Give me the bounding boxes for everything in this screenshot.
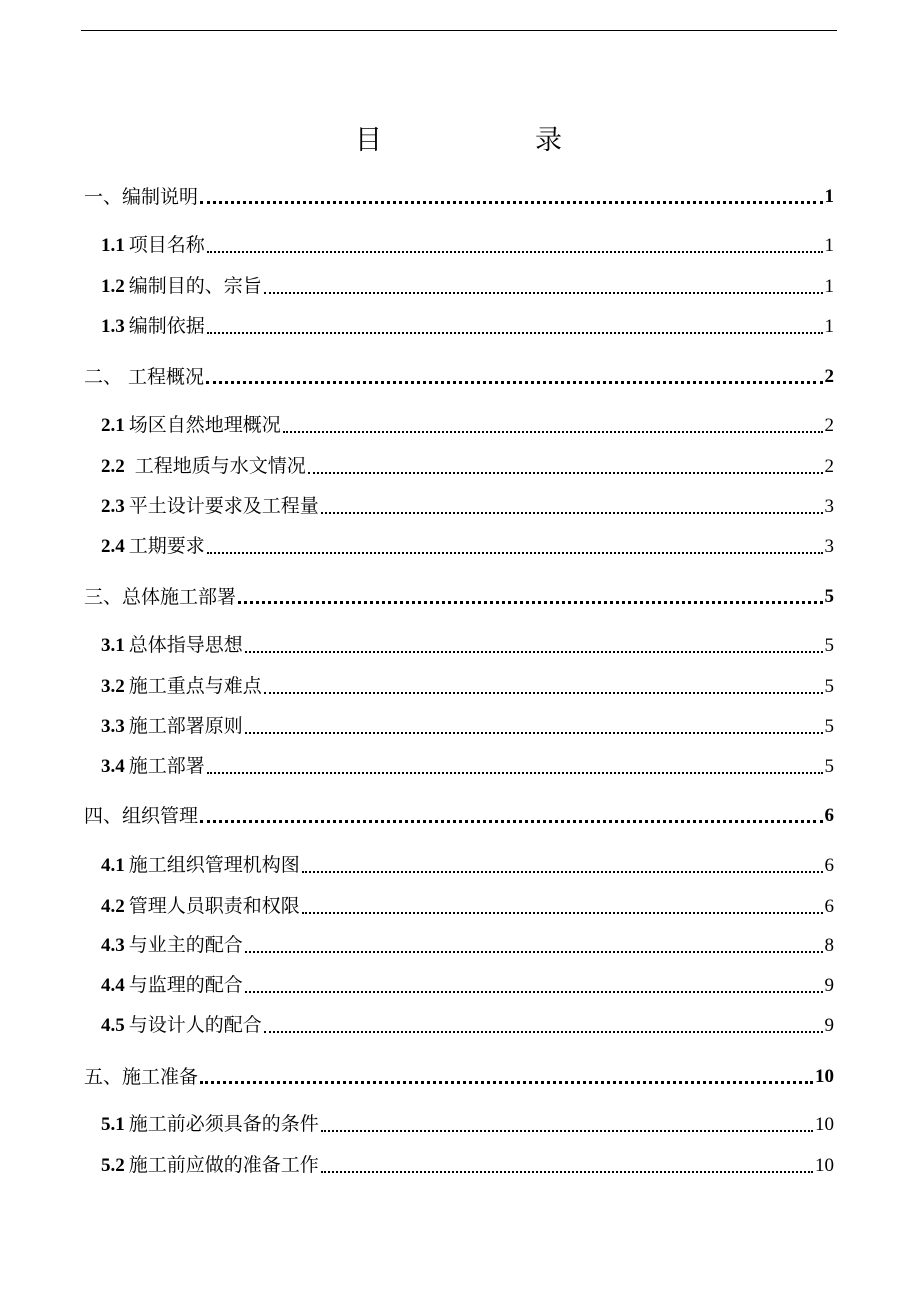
toc-entry-label [101, 753, 205, 780]
toc-section-number: 5.2 [101, 1155, 125, 1176]
toc-section-number: 2.1 [101, 415, 125, 436]
toc-page-number: 1 [824, 186, 834, 207]
toc-page-number: 8 [824, 935, 834, 956]
toc-section-entry[interactable] [101, 314, 834, 340]
title-char-1: 目 [355, 125, 382, 156]
toc-entry-text: 施工前应做的准备工作 [128, 1154, 319, 1176]
toc-dot-leader [245, 950, 823, 953]
toc-entry-label [101, 273, 262, 300]
toc-page-number: 5 [824, 635, 834, 656]
toc-page-number: 5 [824, 676, 834, 697]
toc-entry-text: 施工部署 [128, 755, 205, 777]
toc-section-entry[interactable] [101, 853, 834, 879]
toc-section-number: 4.4 [101, 975, 125, 996]
toc-entry-text: 施工部署原则 [128, 715, 243, 737]
toc-page-number: 2 [824, 456, 834, 477]
toc-chapter-entry[interactable] [84, 184, 834, 210]
toc-dot-leader [207, 250, 823, 253]
toc-page-number: 9 [824, 975, 834, 996]
toc-section-entry[interactable] [101, 973, 834, 999]
toc-dot-leader [207, 771, 823, 774]
toc-entry-text: 施工前必须具备的条件 [128, 1113, 319, 1135]
toc-section-number: 1.3 [101, 316, 125, 337]
toc-entry-label [84, 1064, 198, 1090]
toc-section-entry[interactable] [101, 674, 834, 700]
toc-dot-leader [308, 471, 823, 474]
toc-section-entry[interactable] [101, 1112, 834, 1138]
toc-dot-leader [283, 430, 823, 433]
toc-page-number: 1 [824, 235, 834, 256]
toc-dot-leader [207, 331, 823, 334]
toc-section-number: 3.3 [101, 716, 125, 737]
toc-entry-label [101, 1152, 319, 1179]
toc-section-number: 5.1 [101, 1114, 125, 1135]
toc-dot-leader [200, 819, 822, 823]
toc-section-entry[interactable] [101, 894, 834, 920]
toc-entry-label [101, 453, 306, 480]
toc-entry-text: 施工组织管理机构图 [128, 854, 300, 876]
toc-entry-text: 项目名称 [128, 234, 205, 256]
toc-entry-text: 二、 工程概况 [84, 366, 205, 388]
toc-section-number: 2.4 [101, 536, 125, 557]
toc-section-number: 3.1 [101, 635, 125, 656]
toc-entry-label [101, 412, 281, 439]
toc-entry-label [84, 584, 236, 610]
toc-dot-leader [206, 380, 822, 384]
toc-entry-text: 四、组织管理 [84, 805, 199, 827]
toc-dot-leader [264, 691, 823, 694]
toc-entry-text: 工程地质与水文情况 [128, 455, 306, 477]
toc-page-number: 10 [815, 1155, 834, 1176]
header-rule [81, 30, 837, 31]
toc-entry-label [101, 533, 205, 560]
toc-section-entry[interactable] [101, 274, 834, 300]
toc-page-number: 1 [824, 276, 834, 297]
toc-entry-text: 编制依据 [128, 315, 205, 337]
toc-section-number: 1.2 [101, 276, 125, 297]
toc-page-number: 5 [824, 756, 834, 777]
toc-entry-text: 与监理的配合 [128, 974, 243, 996]
toc-dot-leader [302, 870, 823, 873]
toc-section-number: 3.4 [101, 756, 125, 777]
toc-section-number: 4.5 [101, 1015, 125, 1036]
toc-entry-label [101, 232, 205, 259]
toc-section-entry[interactable] [101, 933, 834, 959]
toc-page-number: 5 [824, 586, 834, 607]
toc-dot-leader [321, 511, 823, 514]
toc-section-number: 1.1 [101, 235, 125, 256]
toc-chapter-entry[interactable] [84, 803, 834, 829]
toc-entry-label [84, 184, 198, 210]
toc-section-entry[interactable] [101, 714, 834, 740]
toc-entry-label [101, 632, 243, 659]
toc-dot-leader [207, 551, 823, 554]
toc-entry-label [101, 893, 300, 920]
toc-dot-leader [238, 600, 822, 604]
toc-page-number: 2 [824, 366, 834, 387]
toc-dot-leader [302, 911, 823, 914]
toc-page-number: 10 [815, 1114, 834, 1135]
toc-entry-label [101, 673, 262, 700]
toc-section-number: 4.1 [101, 855, 125, 876]
toc-dot-leader [321, 1129, 813, 1132]
toc-dot-leader [200, 200, 822, 204]
toc-page-number: 1 [824, 316, 834, 337]
toc-section-entry[interactable] [101, 1153, 834, 1179]
title-char-2: 录 [535, 125, 562, 156]
toc-entry-label [101, 852, 300, 879]
toc-page-number: 2 [824, 415, 834, 436]
toc-entry-text: 三、总体施工部署 [84, 586, 237, 608]
toc-section-entry[interactable] [101, 233, 834, 259]
toc-section-number: 4.2 [101, 896, 125, 917]
toc-page-number: 9 [824, 1015, 834, 1036]
toc-section-entry[interactable] [101, 1013, 834, 1039]
toc-chapter-entry[interactable] [84, 364, 834, 390]
toc-entry-text: 总体指导思想 [128, 634, 243, 656]
toc-dot-leader [200, 1080, 813, 1084]
toc-dot-leader [264, 1030, 823, 1033]
toc-dot-leader [245, 731, 823, 734]
toc-section-entry[interactable] [101, 534, 834, 560]
toc-entry-label [101, 713, 243, 740]
toc-chapter-entry[interactable] [84, 1064, 834, 1090]
toc-entry-label [101, 1111, 319, 1138]
toc-section-entry[interactable] [101, 494, 834, 520]
toc-entry-label [101, 493, 319, 520]
toc-entry-text: 与业主的配合 [128, 934, 243, 956]
toc-entry-text: 平土设计要求及工程量 [128, 495, 319, 517]
toc-section-entry[interactable] [101, 413, 834, 439]
toc-section-entry[interactable] [101, 754, 834, 780]
toc-section-number: 4.3 [101, 935, 125, 956]
toc-dot-leader [245, 990, 823, 993]
toc-entry-text: 编制目的、宗旨 [128, 275, 262, 297]
page-title [0, 118, 920, 158]
toc-entry-label [101, 972, 243, 999]
toc-section-number: 2.2 [101, 456, 125, 477]
toc-dot-leader [264, 291, 823, 294]
toc-page-number: 6 [824, 896, 834, 917]
toc-section-entry[interactable] [101, 454, 834, 480]
toc-section-number: 3.2 [101, 676, 125, 697]
toc-entry-text: 场区自然地理概况 [128, 414, 281, 436]
toc-page-number: 10 [815, 1066, 834, 1087]
toc-page-number: 6 [824, 855, 834, 876]
toc-page-number: 5 [824, 716, 834, 737]
toc-section-entry[interactable] [101, 633, 834, 659]
toc-entry-label [101, 932, 243, 959]
toc-entry-text: 工期要求 [128, 535, 205, 557]
toc-entry-text: 与设计人的配合 [128, 1014, 262, 1036]
toc-entry-label [101, 313, 205, 340]
toc-dot-leader [245, 650, 823, 653]
toc-entry-text: 管理人员职责和权限 [128, 895, 300, 917]
toc-entry-text: 施工重点与难点 [128, 675, 262, 697]
toc-entry-text: 五、施工准备 [84, 1066, 199, 1088]
toc-entry-label [84, 364, 204, 390]
toc-entry-label [84, 803, 198, 829]
toc-entry-text: 一、编制说明 [84, 186, 199, 208]
toc-page-number: 3 [824, 536, 834, 557]
toc-entry-label [101, 1012, 262, 1039]
toc-dot-leader [321, 1170, 813, 1173]
toc-chapter-entry[interactable] [84, 584, 834, 610]
toc-page-number: 6 [824, 805, 834, 826]
toc-page-number: 3 [824, 496, 834, 517]
toc-section-number: 2.3 [101, 496, 125, 517]
